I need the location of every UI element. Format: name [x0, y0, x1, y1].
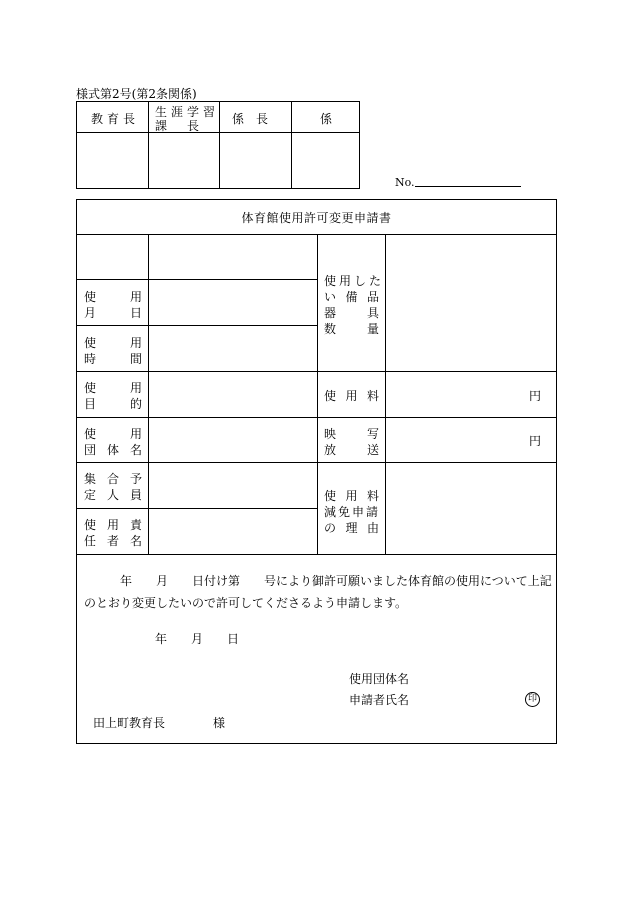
fee-label: 使 用 料 [324, 389, 379, 403]
number-label: No. [395, 176, 415, 189]
responsible-person-label-1: 使 用 責 [84, 518, 142, 532]
fee-input[interactable] [386, 372, 556, 417]
purpose-label-2: 目 的 [84, 397, 142, 411]
blank-label-cell [77, 235, 148, 279]
attendance-label-2: 定 人 員 [84, 488, 142, 502]
broadcast-label-1: 映 写 [324, 427, 379, 441]
broadcast-label-2: 放 送 [324, 443, 379, 457]
attendance-input[interactable] [149, 463, 317, 508]
approval-label: 係 [320, 112, 333, 126]
group-name-input[interactable] [149, 418, 317, 462]
fee-reduction-reason-input[interactable] [386, 463, 556, 554]
application-month: 月 [191, 632, 204, 646]
form-number: 様式第2号(第2条関係) [76, 87, 197, 101]
approval-header-staff [292, 102, 359, 133]
document-title: 体育館使用許可変更申請書 [241, 211, 392, 225]
equipment-label-2: い 備 品 [324, 290, 379, 304]
group-name-label-2: 団 体 名 [84, 443, 142, 457]
approval-header-section-chief [149, 102, 220, 133]
attendance-label-1: 集 合 予 [84, 472, 142, 486]
seal-icon: 印 [525, 692, 540, 707]
honorific: 様 [213, 716, 226, 730]
number-field[interactable] [415, 186, 521, 187]
fee-reduction-label-1: 使 用 料 [324, 489, 379, 503]
statement-text-2: のとおり変更したいので許可してくださるよう申請します。 [84, 596, 408, 610]
use-time-input[interactable] [149, 326, 317, 371]
use-time-label-2: 時 間 [84, 352, 142, 366]
statement-text-1b: 号により御許可願いました体育館の使用について上記 [264, 574, 552, 588]
rule [317, 234, 318, 554]
application-year: 年 [155, 632, 168, 646]
fee-reduction-label-2: 減免申請 [324, 505, 381, 519]
approval-stamp-box[interactable] [77, 133, 149, 188]
application-day: 日 [227, 632, 240, 646]
equipment-label-4: 数 量 [324, 322, 379, 336]
approval-stamp-table [76, 101, 360, 189]
approval-stamp-box[interactable] [220, 133, 292, 188]
approval-header-superintendent [77, 102, 149, 133]
yen-unit: 円 [529, 389, 542, 403]
equipment-input[interactable] [386, 235, 556, 371]
responsible-person-input[interactable] [149, 509, 317, 554]
application-form [76, 199, 557, 744]
yen-unit: 円 [529, 434, 542, 448]
use-date-label-1: 使 用 [84, 290, 142, 304]
fee-reduction-label-3: の 理 由 [324, 521, 379, 535]
addressee: 田上町教育長 [93, 716, 166, 730]
equipment-label-1: 使用した [324, 274, 385, 288]
responsible-person-label-2: 任 者 名 [84, 534, 142, 548]
approval-label: 生涯学習 [155, 105, 220, 119]
broadcast-fee-input[interactable] [386, 418, 556, 462]
group-name-signature-label: 使用団体名 [349, 672, 410, 686]
approval-label: 教育長 [91, 112, 140, 126]
blank-input-cell[interactable] [149, 235, 317, 279]
use-time-label-1: 使 用 [84, 336, 142, 350]
group-name-label-1: 使 用 [84, 427, 142, 441]
use-date-input[interactable] [149, 280, 317, 325]
equipment-label-3: 器 具 [324, 306, 379, 320]
applicant-name-label: 申請者氏名 [349, 693, 410, 707]
approval-header-chief [220, 102, 292, 133]
approval-label: 課 長 [155, 119, 204, 133]
rule [77, 554, 556, 555]
purpose-input[interactable] [149, 372, 317, 417]
approval-stamp-box[interactable] [149, 133, 220, 188]
statement-year: 年 [120, 574, 133, 588]
statement-text-1a: 日付け第 [192, 574, 241, 588]
use-date-label-2: 月 日 [84, 306, 142, 320]
purpose-label-1: 使 用 [84, 381, 142, 395]
approval-stamp-box[interactable] [292, 133, 359, 188]
approval-label: 係 長 [232, 112, 269, 126]
statement-month: 月 [156, 574, 169, 588]
